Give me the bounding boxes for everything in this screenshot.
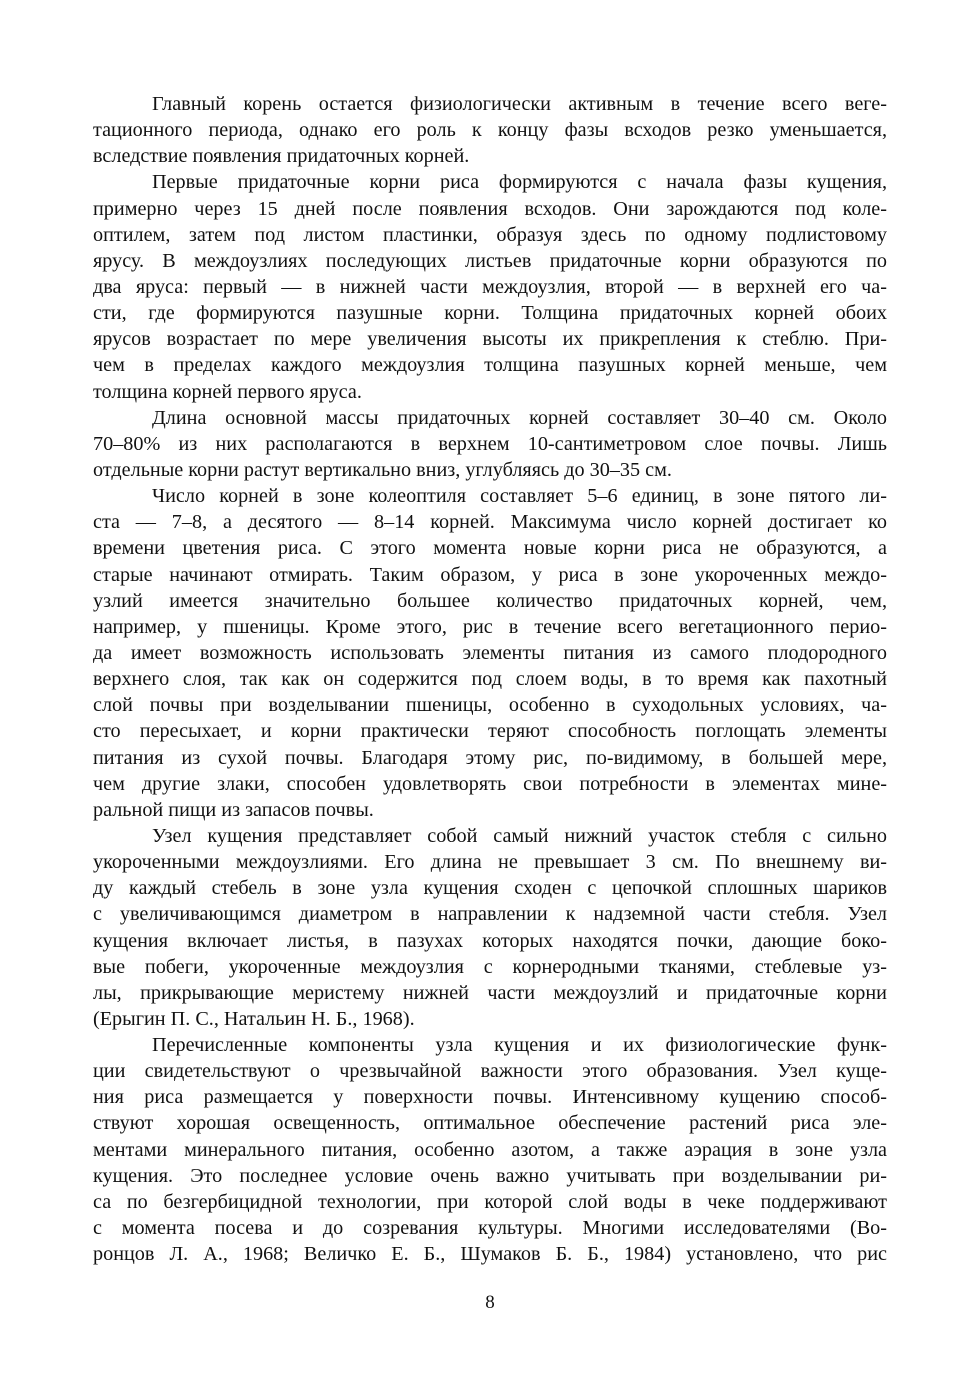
text-line: времени цветения риса. С этого момента новые корни риса не образуются, а	[93, 537, 887, 560]
text-line: толщина корней первого яруса.	[93, 380, 362, 403]
text-line: ярусов возрастает по мере увеличения высоты их прикрепления к стеблю. При-	[93, 328, 887, 351]
text-line: 70–80% из них располагаются в верхнем 10-сантиметровом слое почвы. Лишь	[93, 432, 887, 455]
text-line: лы, прикрывающие меристему нижней части междоузлий и придаточные корни	[93, 981, 887, 1004]
text-line: вследствие появления придаточных корней.	[93, 145, 470, 168]
text-line: кущения. Это последнее условие очень важно учитывать при возделывании ри-	[93, 1164, 887, 1187]
text-line: слой почвы при возделывании пшеницы, особенно в суходольных условиях, ча-	[93, 694, 887, 717]
paragraph	[93, 1032, 887, 1267]
text-line: старые начинают отмирать. Таким образом, у риса в зоне укороченных междо-	[93, 563, 887, 586]
text-line: чем другие злаки, способен удовлетворять свои потребности в элементах мине-	[93, 772, 887, 795]
paragraph	[93, 405, 887, 483]
text-line: ральной пищи из запасов почвы.	[93, 798, 374, 821]
paragraph	[93, 823, 887, 1032]
text-line: са по безгербицидной технологии, при которой слой воды в чеке поддерживают	[93, 1190, 887, 1213]
text-line: ста — 7–8, а десятого — 8–14 корней. Максимума число корней достигает ко	[93, 511, 887, 534]
text-line: кущения включает листья, в пазухах которых находятся почки, дающие боко-	[93, 929, 887, 952]
text-line: тационного периода, однако его роль к концу фазы всходов резко уменьшается,	[93, 119, 887, 142]
text-line: ронцов Л. А., 1968; Величко Е. Б., Шумаков Б. Б., 1984) установлено, что рис	[93, 1243, 887, 1266]
text-line: сто пересыхает, и корни практически теряют способность поглощать элементы	[93, 720, 887, 743]
text-line: с увеличивающимся диаметром в направлении к надземной части стебля. Узел	[93, 903, 887, 926]
text-line: с момента посева и до созревания культуры. Многими исследователями (Во-	[93, 1217, 887, 1240]
text-line: Узел кущения представляет собой самый нижний участок стебля с сильно	[152, 824, 887, 847]
text-line: отдельные корни растут вертикально вниз, углубляясь до 30–35 см.	[93, 458, 672, 481]
paragraph	[93, 483, 887, 823]
text-line: верхнего слоя, так как он содержится под слоем воды, в то время как пахотный	[93, 668, 887, 691]
text-line: вые побеги, укороченные междоузлия с корнеродными тканями, стеблевые уз-	[93, 955, 887, 978]
text-line: Первые придаточные корни риса формируются с начала фазы кущения,	[152, 171, 887, 194]
text-line: Перечисленные компоненты узла кущения и их физиологические функ-	[152, 1034, 887, 1057]
text-line: питания из сухой почвы. Благодаря этому рис, по-видимому, в большей мере,	[93, 746, 887, 769]
text-line: примерно через 15 дней после появления всходов. Они зарождаются под коле-	[93, 197, 887, 220]
text-line: ствуют хорошая освещенность, оптимальное обеспечение растений риса эле-	[93, 1112, 887, 1135]
text-line: да имеет возможность использовать элементы питания из самого плодородного	[93, 641, 887, 664]
text-line: сти, где формируются пазушные корни. Толщина придаточных корней обоих	[93, 302, 887, 325]
text-line: Длина основной массы придаточных корней составляет 30–40 см. Около	[152, 406, 887, 429]
text-line: оптилем, затем под листом пластинки, образуя здесь по одному подлистовому	[93, 223, 887, 246]
text-line: узлий имеется значительно большее количество придаточных корней, чем,	[93, 589, 887, 612]
text-line: чем в пределах каждого междоузлия толщина пазушных корней меньше, чем	[93, 354, 887, 377]
page-number: 8	[485, 1292, 495, 1313]
paragraph	[93, 91, 887, 169]
body-text	[93, 91, 887, 1267]
text-line: Главный корень остается физиологически активным в течение всего веге-	[152, 93, 887, 115]
text-line: например, у пшеницы. Кроме этого, рис в течение всего вегетационного перио-	[93, 615, 887, 638]
paragraph	[93, 169, 887, 404]
text-line: (Ерыгин П. С., Натальин Н. Б., 1968).	[93, 1007, 415, 1030]
text-line: ния риса размещается у поверхности почвы. Интенсивному кущению способ-	[93, 1086, 887, 1109]
text-line: ду каждый стебель в зоне узла кущения сходен с цепочкой сплошных шариков	[93, 877, 887, 900]
text-line: Число корней в зоне колеоптиля составляет 5–6 единиц, в зоне пятого ли-	[152, 485, 887, 508]
text-line: укороченными междоузлиями. Его длина не превышает 3 см. По внешнему ви-	[93, 851, 887, 874]
text-line: ярусу. В междоузлиях последующих листьев придаточные корни образуются по	[93, 249, 887, 272]
text-line: ментами минерального питания, особенно азотом, а также аэрация в зоне узла	[93, 1138, 887, 1161]
text-line: два яруса: первый — в нижней части междоузлия, второй — в верхней его ча-	[93, 275, 887, 298]
text-line: ции свидетельствуют о чрезвычайной важности этого образования. Узел куще-	[93, 1060, 887, 1083]
